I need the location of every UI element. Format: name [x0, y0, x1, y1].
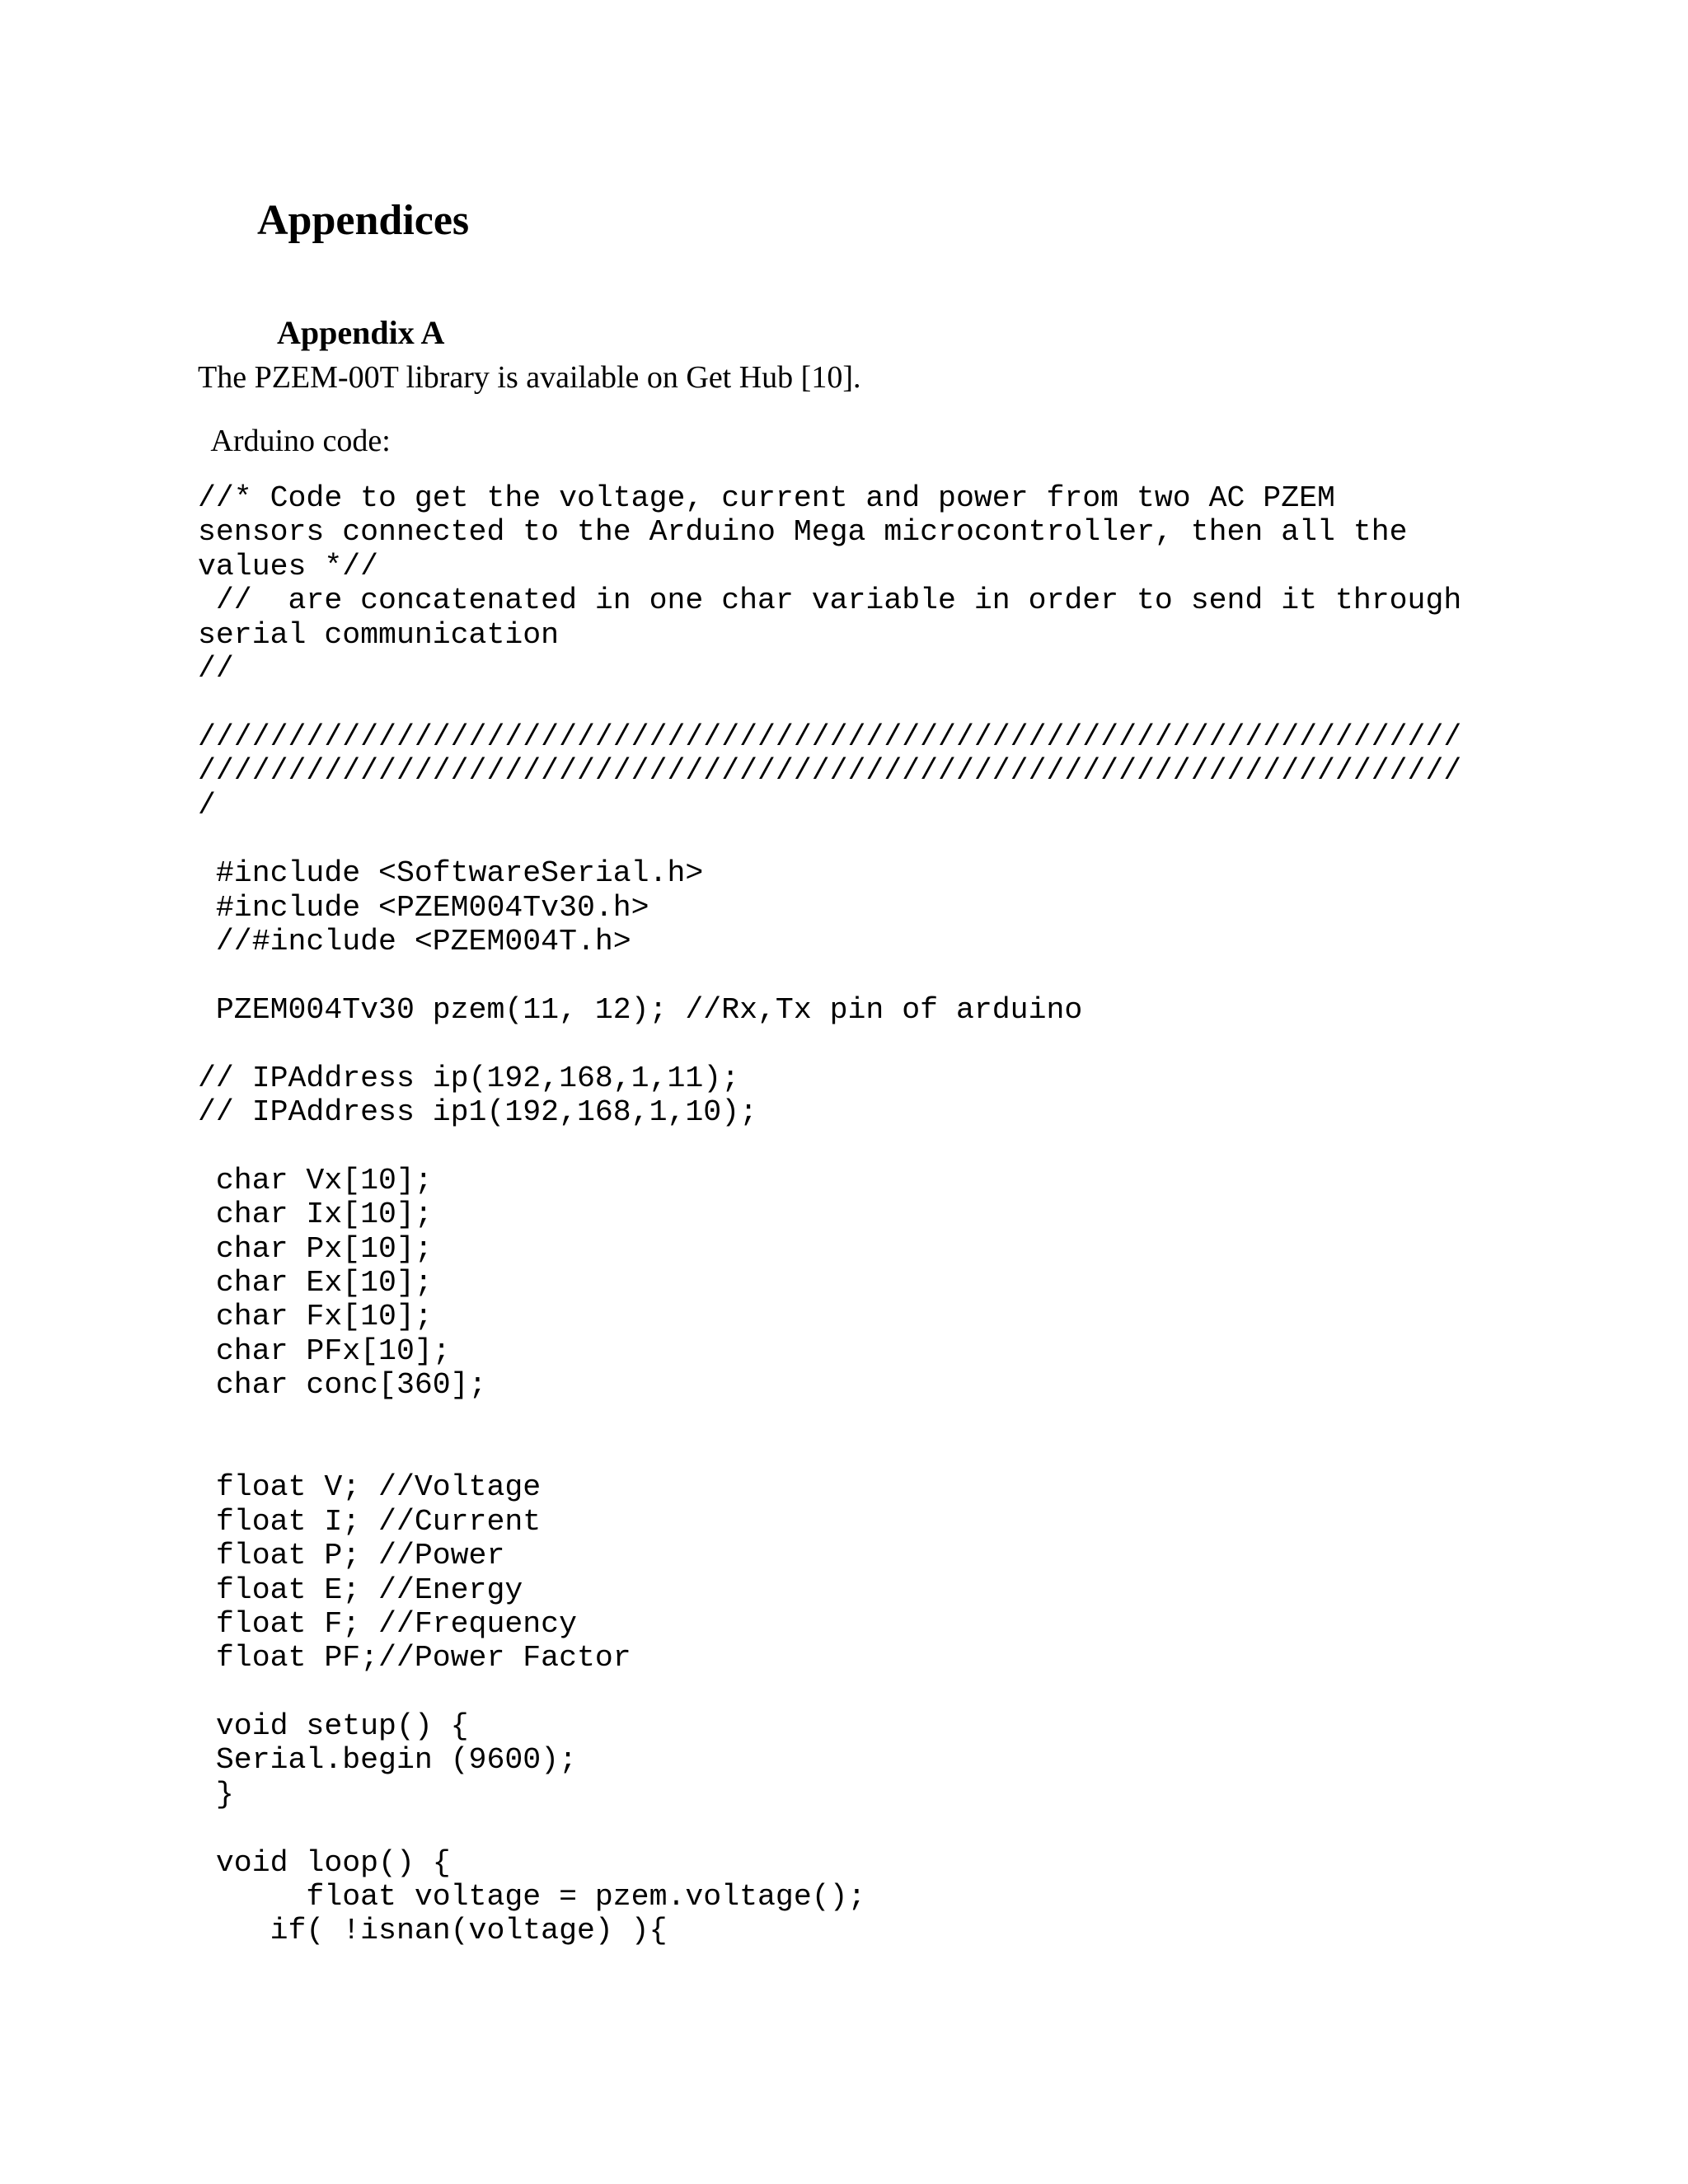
code-line: // IPAddress ip1(192,168,1,10);	[198, 1095, 758, 1130]
code-line: //////////////////////////////////////////////////////////////////////	[198, 719, 1462, 754]
code-line: float I; //Current	[198, 1504, 542, 1539]
code-line	[198, 1027, 1461, 1061]
code-line: float PF;//Power Factor	[198, 1641, 631, 1675]
code-line	[198, 1436, 1461, 1470]
code-listing	[198, 481, 1461, 1948]
code-line: float P; //Power	[198, 1539, 505, 1573]
code-line: #include <SoftwareSerial.h>	[198, 856, 704, 891]
code-line: //* Code to get the voltage, current and power from two AC PZEM	[198, 481, 1335, 515]
code-line: char Px[10];	[198, 1231, 433, 1266]
code-line: sensors connected to the Arduino Mega microcontroller, then all the	[198, 515, 1408, 550]
code-line: PZEM004Tv30 pzem(11, 12); //Rx,Tx pin of arduino	[198, 992, 1083, 1027]
code-line: char Vx[10];	[198, 1163, 433, 1197]
code-line	[198, 1403, 1461, 1436]
code-line: //#include <PZEM004T.h>	[198, 925, 631, 959]
code-line: char Ex[10];	[198, 1265, 433, 1300]
code-line: }	[198, 1777, 234, 1811]
code-line: /	[198, 788, 216, 823]
code-line: float F; //Frequency	[198, 1606, 577, 1641]
code-line: float voltage = pzem.voltage();	[198, 1880, 866, 1915]
library-availability-text: The PZEM-00T library is available on Get Hub [10].	[198, 360, 861, 395]
code-line: serial communication	[198, 617, 560, 652]
code-line	[198, 1129, 1461, 1163]
code-line: values *//	[198, 549, 379, 583]
code-line: char PFx[10];	[198, 1333, 451, 1368]
code-line: float E; //Energy	[198, 1572, 523, 1607]
appendix-heading: Appendix A	[277, 314, 445, 351]
code-line: #include <PZEM004Tv30.h>	[198, 890, 649, 925]
code-line	[198, 823, 1461, 856]
code-line: float V; //Voltage	[198, 1470, 542, 1505]
code-line: char Ix[10];	[198, 1197, 433, 1232]
code-line	[198, 686, 1461, 719]
code-line: if( !isnan(voltage) ){	[198, 1914, 668, 1948]
code-line: // IPAddress ip(192,168,1,11);	[198, 1061, 740, 1095]
code-line: //	[198, 651, 234, 686]
code-line	[198, 1811, 1461, 1845]
code-line	[198, 1675, 1461, 1709]
page-title: Appendices	[257, 197, 470, 244]
code-label: Arduino code:	[204, 424, 391, 458]
code-line: //////////////////////////////////////////////////////////////////////	[198, 754, 1462, 789]
code-line: char conc[360];	[198, 1368, 487, 1403]
code-line	[198, 958, 1461, 992]
code-line: Serial.begin (9600);	[198, 1743, 577, 1778]
code-line: void setup() {	[198, 1709, 469, 1744]
code-line: void loop() {	[198, 1845, 451, 1880]
code-line: // are concatenated in one char variable in order to send it through	[198, 583, 1462, 618]
code-line: char Fx[10];	[198, 1300, 433, 1334]
